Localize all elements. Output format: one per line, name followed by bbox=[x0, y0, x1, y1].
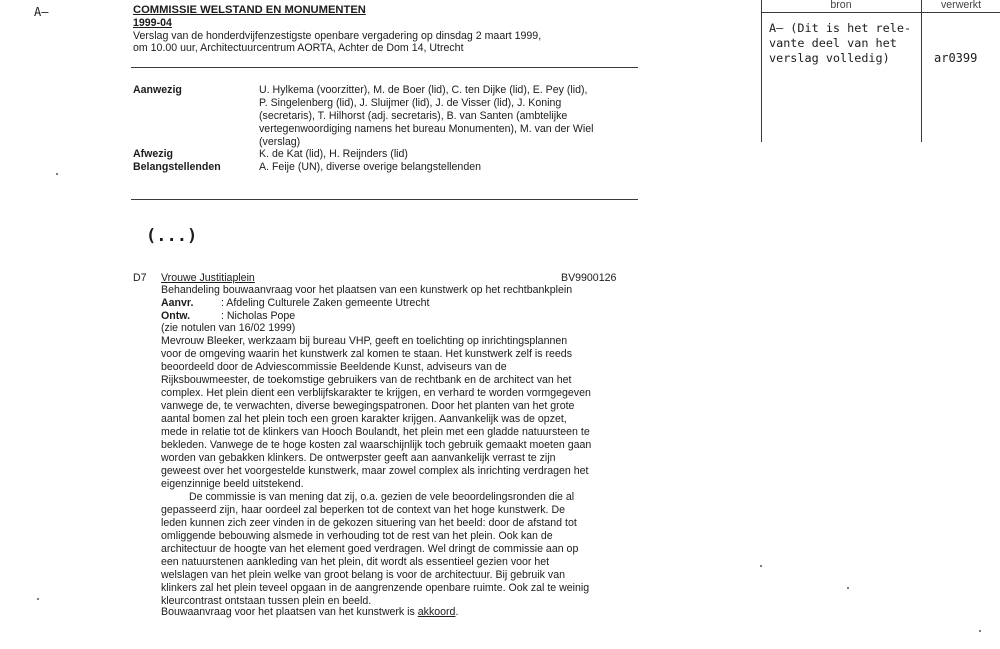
side-table bbox=[761, 0, 1000, 142]
scan-speck bbox=[760, 565, 762, 567]
source-note-line-3: verslag volledig) bbox=[769, 51, 890, 65]
stakeholders-label: Belangstellenden bbox=[133, 161, 221, 173]
minutes-reference: (zie notulen van 16/02 1999) bbox=[161, 322, 296, 334]
archive-reference: ar0399 bbox=[934, 51, 978, 65]
paragraph-2-line: architectuur de hoogte van het element goed verdragen. Wel dringt de commissie aan op bbox=[161, 543, 579, 555]
applicant-value: : Afdeling Culturele Zaken gemeente Utrecht bbox=[221, 297, 430, 309]
source-column-header: bron bbox=[830, 0, 852, 11]
paragraph-1-line: Rijksbouwmeester, de toekomstige gebruikers van de rechtbank en de architect van het bbox=[161, 374, 572, 386]
item-number: D7 bbox=[133, 272, 147, 284]
paragraph-1-line: complex. Het plein dient een verblijfskarakter te krijgen, en verhard te worden vormgegeven bbox=[161, 387, 591, 399]
paragraph-1-line: mede in relatie tot de klinkers van Hooch Boulandt, het plein met een gladde natuursteen te bbox=[161, 426, 590, 438]
absent-label: Afwezig bbox=[133, 148, 174, 160]
meeting-line-2: om 10.00 uur, Architectuurcentrum AORTA, Achter de Dom 14, Utrecht bbox=[133, 42, 464, 54]
paragraph-1-line: voor de omgeving waarin het kunstwerk zal komen te staan. Het kunstwerk zelf is reeds bbox=[161, 348, 572, 360]
present-line-3: (secretaris), T. Hilhorst (adj. secretaris), B. van Santen (ambtelijke bbox=[259, 110, 568, 122]
paragraph-1-line: beoordeeld door de Adviescommissie Beeldende Kunst, adviseurs van de bbox=[161, 361, 507, 373]
paragraph-1-line: Mevrouw Bleeker, werkzaam bij bureau VHP, geeft en toelichting op inrichtingsplannen bbox=[161, 335, 568, 347]
conclusion-text: Bouwaanvraag voor het plaatsen van het kunstwerk is bbox=[161, 606, 418, 618]
scan-speck bbox=[56, 173, 58, 175]
paragraph-1-line: worden van gebakken klinkers. De ontwerpster geeft aan aanvankelijk verrast te zijn bbox=[161, 452, 556, 464]
header-rule bbox=[131, 67, 638, 68]
attendance-rule bbox=[131, 199, 638, 200]
paragraph-2-line: omliggende bebouwing alsmede in verhouding tot de rest van het plein. Ook kan de bbox=[161, 530, 553, 542]
paragraph-2-line: welslagen van het plein welke van groot belang is voor de architectuur. Bij gebruik van bbox=[161, 569, 565, 581]
paragraph-2-line: De commissie is van mening dat zij, o.a. gezien de vele beoordelingsronden die al bbox=[189, 491, 575, 503]
paragraph-2-line: een natuurstenen aankleding van het plein, dit wordt als essentieel gezien voor het bbox=[161, 556, 550, 568]
item-title: Vrouwe Justitiaplein bbox=[161, 272, 255, 284]
item-subject: Behandeling bouwaanvraag voor het plaatsen van een kunstwerk op het rechtbankplein bbox=[161, 284, 573, 296]
paragraph-2-line: gepasseerd zijn, haar oordeel zal beperken tot de context van het hoge kunstwerk. De bbox=[161, 504, 565, 516]
item-code: BV9900126 bbox=[561, 272, 617, 284]
absent-value: K. de Kat (lid), H. Reijnders (lid) bbox=[259, 148, 408, 160]
paragraph-2-line: leden kunnen zich zeer vinden in de gekozen situering van het beeld: door de afstand tot bbox=[161, 517, 577, 529]
paragraph-1-line: aantal bomen zal het plein toch een groen karakter krijgen. Aanvankelijk was de opzet, bbox=[161, 413, 567, 425]
scan-speck bbox=[37, 598, 39, 600]
designer-value: : Nicholas Pope bbox=[221, 310, 296, 322]
conclusion bbox=[161, 606, 458, 619]
paragraph-2-line: klinkers zal het plein teveel opgaan in de aangrenzende openbare ruimte. Ook zal te weinig bbox=[161, 582, 590, 594]
paragraph-1-line: eigenzinnige beeld uitstekend. bbox=[161, 478, 304, 490]
present-label: Aanwezig bbox=[133, 84, 182, 96]
stakeholders-value: A. Feije (UN), diverse overige belangstellenden bbox=[259, 161, 481, 173]
present-line-1: U. Hylkema (voorzitter), M. de Boer (lid), C. ten Dijke (lid), E. Pey (lid), bbox=[259, 84, 588, 96]
applicant-label: Aanvr. bbox=[161, 297, 194, 309]
paragraph-1-line: bekleden. Vanwege de te hoge kosten zal waarschijnlijk toch gebruik gemaakt moeten gaan bbox=[161, 439, 592, 451]
verdict: akkoord bbox=[417, 606, 456, 618]
source-note-line-1: A– (Dit is het rele- bbox=[769, 21, 912, 35]
scan-speck bbox=[979, 630, 981, 632]
paragraph-1-line: vanwege de, te verwachten, diverse bewegingspatronen. Door het planten van het grote bbox=[161, 400, 575, 412]
source-note-line-2: vante deel van het bbox=[769, 36, 897, 50]
scan-speck bbox=[847, 587, 849, 589]
paragraph-2-line: kleurcontrast ontstaan tussen plein en beeld. bbox=[161, 595, 372, 607]
commission-title: COMMISSIE WELSTAND EN MONUMENTEN bbox=[133, 4, 366, 16]
present-line-4: vertegenwoordiging namens het bureau Monumenten), M. van der Wiel bbox=[259, 123, 594, 135]
present-line-5: (verslag) bbox=[259, 136, 301, 148]
paragraph-1-line: geweest over het voorgestelde kunstwerk, maar zowel complex als inrichting verdragen het bbox=[161, 465, 589, 477]
meeting-line-1: Verslag van de honderdvijfenzestigste openbare vergadering op dinsdag 2 maart 1999, bbox=[133, 30, 542, 42]
year-code: 1999-04 bbox=[133, 17, 172, 29]
conclusion-period: . bbox=[455, 606, 459, 618]
omission-marker: (...) bbox=[146, 226, 198, 246]
designer-label: Ontw. bbox=[161, 310, 191, 322]
processed-column-header: verwerkt bbox=[940, 0, 982, 11]
present-line-2: P. Singelenberg (lid), J. Sluijmer (lid), J. de Visser (lid), J. Koning bbox=[259, 97, 562, 109]
margin-mark: A– bbox=[34, 5, 49, 19]
